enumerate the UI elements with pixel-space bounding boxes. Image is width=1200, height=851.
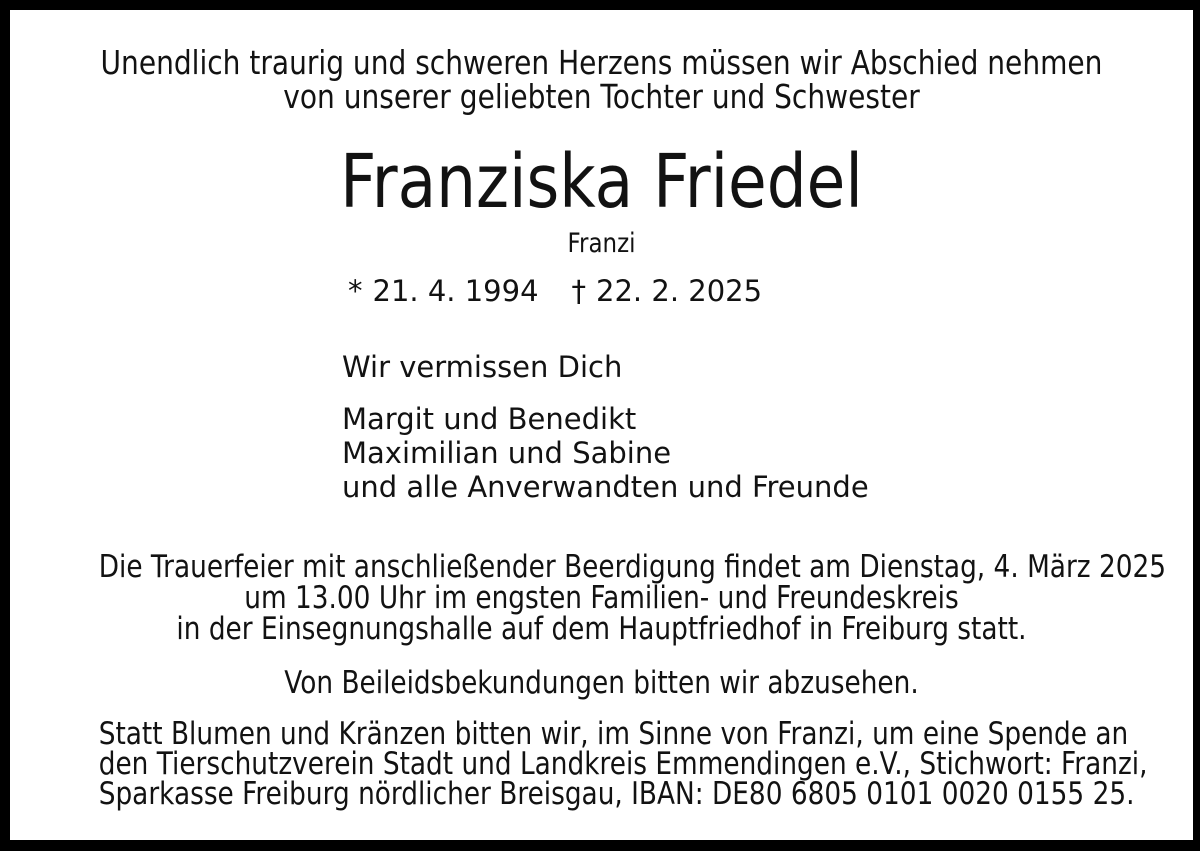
funeral-line-3: in der Einsegnungshalle auf dem Hauptfriedhof in Freiburg statt. xyxy=(176,611,1027,647)
deceased-nickname: Franzi xyxy=(567,228,636,259)
donation-info xyxy=(98,716,1148,812)
mourners-list xyxy=(342,402,869,504)
birth-star-symbol: * xyxy=(348,274,363,308)
intro-line-2: von unserer geliebten Tochter und Schwester xyxy=(283,77,920,116)
death-cross-symbol: † xyxy=(571,274,587,308)
funeral-info xyxy=(98,549,1167,647)
funeral-line-2: um 13.00 Uhr im engsten Familien- und Freundeskreis xyxy=(244,580,959,616)
mourner-line: und alle Anverwandten und Freunde xyxy=(342,470,869,504)
mourner-line: Margit und Benedikt xyxy=(342,402,637,436)
funeral-line-1: Die Trauerfeier mit anschließender Beerdigung findet am Dienstag, 4. März 2025 xyxy=(98,549,1167,585)
donation-line-2: den Tierschutzverein Stadt und Landkreis Emmendingen e.V., Stichwort: Franzi, xyxy=(98,746,1148,782)
condolence-note: Von Beileidsbekundungen bitten wir abzusehen. xyxy=(284,665,919,701)
death-date-group xyxy=(572,274,763,308)
birth-date-group xyxy=(348,274,539,308)
farewell-line: Wir vermissen Dich xyxy=(342,350,623,384)
death-date: 22. 2. 2025 xyxy=(596,274,763,308)
mourner-line: Maximilian und Sabine xyxy=(342,436,672,470)
donation-line-1: Statt Blumen und Kränzen bitten wir, im Sinne von Franzi, um eine Spende an xyxy=(98,716,1129,752)
intro-line-1: Unendlich traurig und schweren Herzens müssen wir Abschied nehmen xyxy=(100,43,1103,82)
birth-date: 21. 4. 1994 xyxy=(372,274,539,308)
intro-text xyxy=(99,43,1105,116)
donation-line-3: Sparkasse Freiburg nördlicher Breisgau, IBAN: DE80 6805 0101 0020 0155 25. xyxy=(98,776,1135,812)
deceased-name: Franziska Friedel xyxy=(340,139,863,225)
life-dates xyxy=(348,274,763,308)
